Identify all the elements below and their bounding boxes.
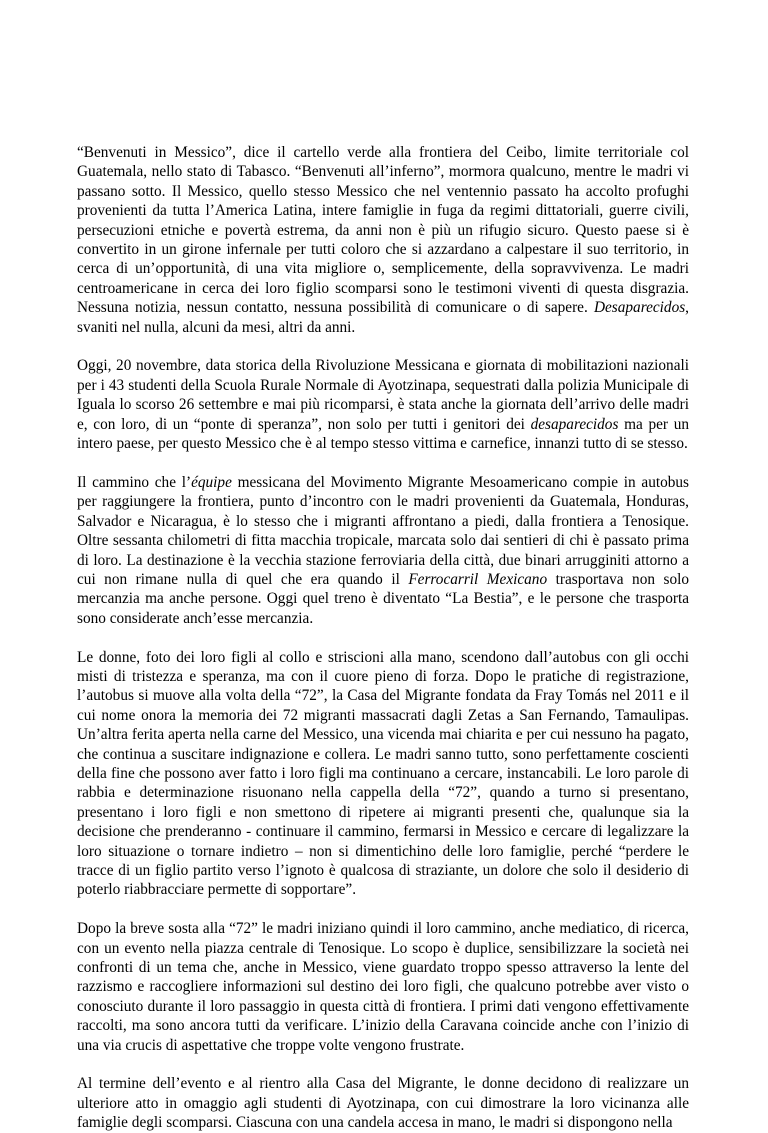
italic-text: Ferrocarril Mexicano	[408, 570, 548, 588]
paragraph-text: , svaniti nel nulla, alcuni da mesi, altri da anni.	[77, 299, 689, 336]
italic-text: équipe	[191, 473, 232, 491]
paragraph-text: Il cammino che l’	[77, 473, 192, 491]
paragraph-3	[77, 473, 689, 628]
paragraph-2	[77, 356, 689, 453]
paragraph-text: ma per un intero paese, per questo Messico che è al tempo stesso vittima e carnefice, innanzi tutto di se stesso.	[77, 415, 689, 453]
paragraph-text: trasportava non solo mercanzia ma anche persone. Oggi quel treno è diventato “La Bestia”, e le persone che trasporta sono considerate anch’esse mercanzia.	[77, 570, 689, 627]
paragraph-text: Oggi, 20 novembre, data storica della Rivoluzione Messicana e giornata di mobilitazioni nazionali per i 43 studenti della Scuola Rurale Normale di Ayotzinapa, sequestrati dalla polizia Municipale di Iguala lo scorso 26 settembre e mai più ricomparsi, è stata anche la giornata dell’arrivo delle madri e, con loro, di un “ponte di speranza”, non solo per tutti i genitori dei	[77, 357, 689, 433]
article-body	[77, 143, 689, 1133]
italic-text: desaparecidos	[530, 415, 619, 433]
paragraph-text: Le donne, foto dei loro figli al collo e striscioni alla mano, scendono dall’autobus con gli occhi misti di tristezza e speranza, ma con il cuore pieno di forza. Dopo le pratiche di registrazione, l’autobus si muove alla volta della “72”, la Casa del Migrante fondata da Fray Tomás nel 2011 e il cui nome onora la memoria dei 72 migranti massacrati dagli Zetas a San Fernando, Tamaulipas. Un’altra ferita aperta nella carne del Messico, una vicenda mai chiarita e per cui nessuno ha pagato, che continua a suscitare indignazione e collera. Le madri sanno tutto, sono perfettamente coscienti della fine che possono aver fatto i loro figli ma continuano a cercare, instancabili. Le loro parole di rabbia e determinazione risuonano nella cappella della “72”, quando a turno si presentano, presentano i loro figli e non smettono di ripetere ai migranti presenti che, qualunque sia la decisione che prenderanno - continuare il cammino, fermarsi in Messico e cercare di legalizzare la loro situazione o tornare indietro – non si dimentichino delle loro famiglie, perché “perdere le tracce di un figlio partito verso l’ignoto è qualcosa di straziante, un dolore che solo il desiderio di poterlo riabbracciare permette di sopportare”.	[77, 648, 689, 899]
paragraph-text: Dopo la breve sosta alla “72” le madri iniziano quindi il loro cammino, anche mediatico, di ricerca, con un evento nella piazza centrale di Tenosique. Lo scopo è duplice, sensibilizzare la società nei confronti di un tema che, anche in Messico, viene guardato troppo spesso attraverso la lente del razzismo e raccogliere informazioni sul destino dei loro figli, che qualcuno potrebbe aver visto o conosciuto durante il loro passaggio in questa città di frontiera. I primi dati vengono effettivamente raccolti, ma sono ancora tutti da verificare. L’inizio della Caravana coincide anche con l’inizio di una via crucis di aspettative che troppe volte vengono frustrate.	[77, 920, 689, 1054]
paragraph-text: Al termine dell’evento e al rientro alla Casa del Migrante, le donne decidono di realizzare un ulteriore atto in omaggio agli studenti di Ayotzinapa, con cui dimostrare la loro vicinanza alle famiglie degli scomparsi. Ciascuna con una candela accesa in mano, le madri si dispongono nella	[77, 1075, 689, 1132]
paragraph-text: “Benvenuti in Messico”, dice il cartello verde alla frontiera del Ceibo, limite territoriale col Guatemala, nello stato di Tabasco. “Benvenuti all’inferno”, mormora qualcuno, mentre le madri vi passano sotto. Il Messico, quello stesso Messico che nel ventennio passato ha accolto profughi provenienti da tutta l’America Latina, intere famiglie in fuga da regimi dittatoriali, guerre civili, persecuzioni etniche e povertà estrema, da anni non è più un rifugio sicuro. Questo paese si è convertito in un girone infernale per tutti coloro che si azzardano a calpestare il suo territorio, in cerca di un’opportunità, di una vita migliore o, semplicemente, della sopravvivenza. Le madri centroamericane in cerca dei loro figlio scomparsi sono le testimoni viventi di questa disgrazia. Nessuna notizia, nessun contatto, nessuna possibilità di comunicare o di sapere.	[77, 144, 689, 317]
paragraph-6	[77, 1074, 689, 1132]
paragraph-4	[77, 648, 689, 900]
paragraph-1	[77, 143, 689, 337]
italic-text: Desaparecidos	[593, 299, 686, 317]
paragraph-5	[77, 919, 689, 1055]
paragraph-text: messicana del Movimento Migrante Mesoamericano compie in autobus per raggiungere la frontiera, punto d’incontro con le madri provenienti da Guatemala, Honduras, Salvador e Nicaragua, è lo stesso che i migranti affrontano a piedi, dalla frontiera a Tenosique. Oltre sessanta chilometri di fitta macchia tropicale, marcata solo dai sentieri di chi è passato prima di loro. La destinazione è la vecchia stazione ferroviaria della città, due binari arrugginiti attorno a cui non rimane nulla di quel che era quando il	[77, 473, 690, 588]
